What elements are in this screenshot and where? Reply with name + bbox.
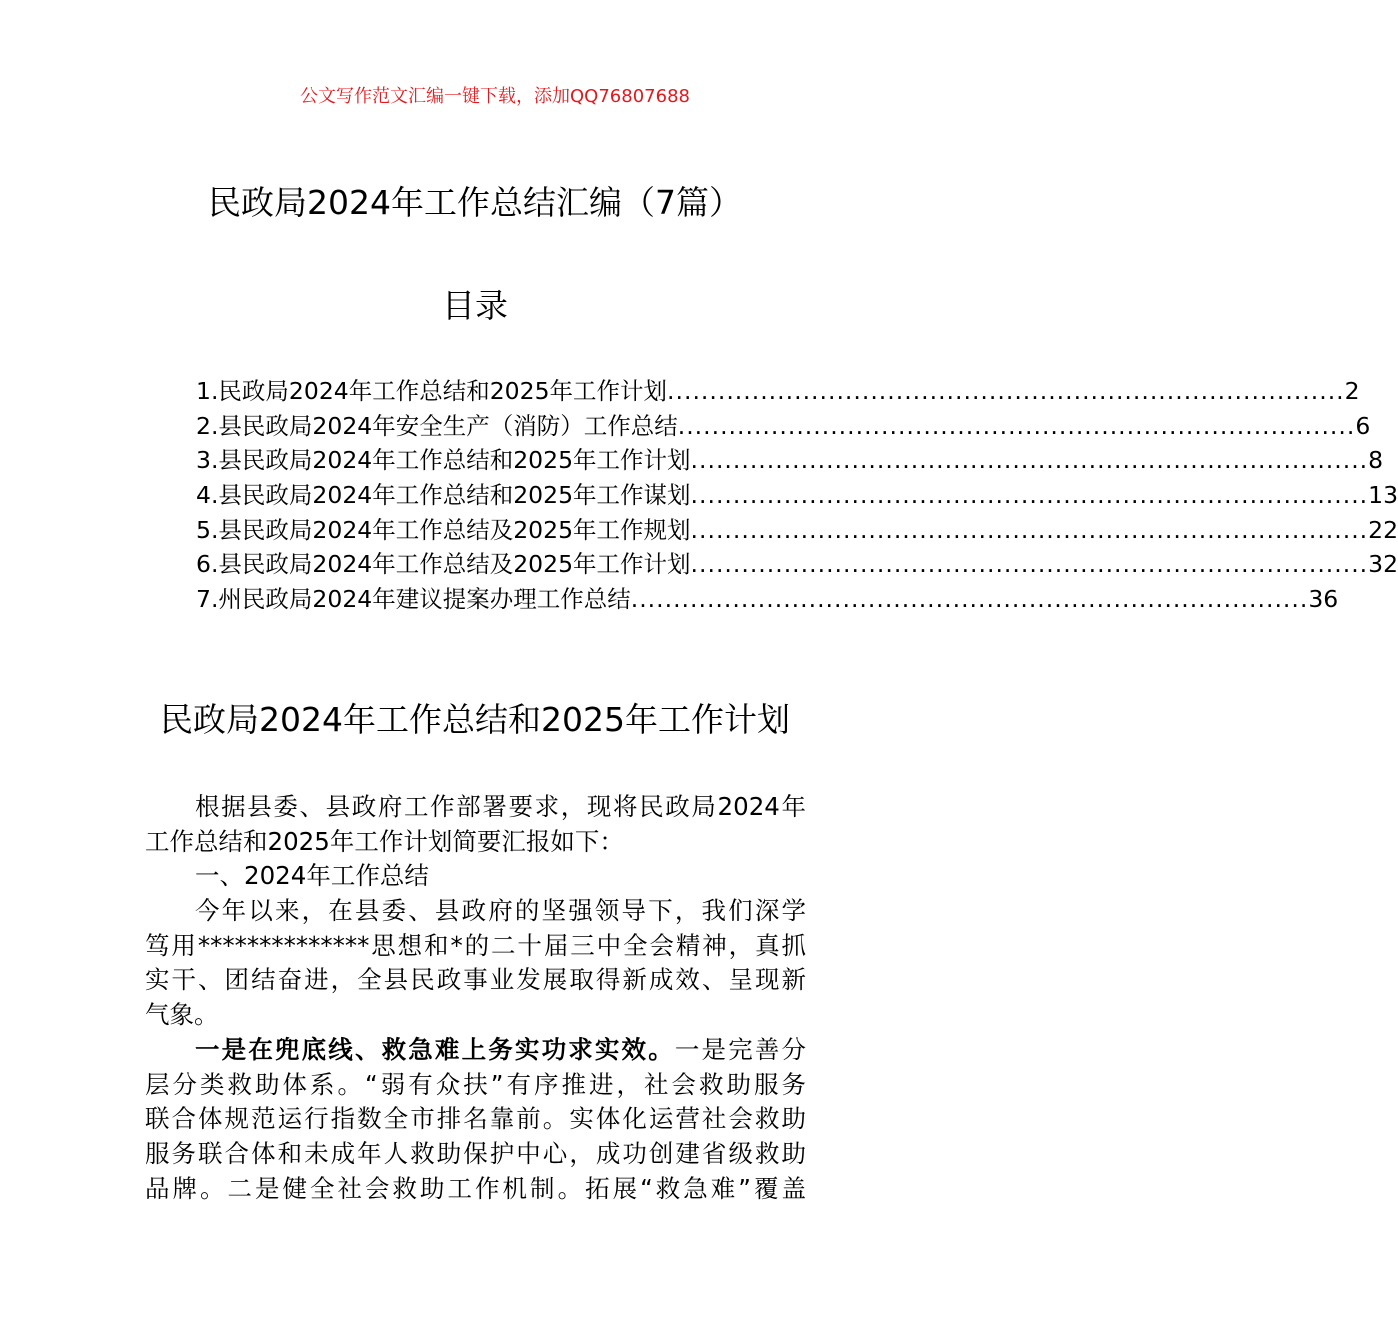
toc-page-number: 36 (1308, 585, 1339, 614)
toc-leader-dots: ................................................................................ (677, 411, 1356, 440)
toc-entry-title: 5.县民政局2024年工作总结及2025年工作规划 (196, 515, 691, 544)
body-line: 今年以来，在县委、县政府的坚强领导下，我们深学 (195, 896, 806, 926)
body-line: 联合体规范运行指数全市排名靠前。实体化运营社会救助 (145, 1104, 806, 1134)
toc-page-number: 13 (1368, 481, 1398, 510)
toc-leader-dots: ................................................................................ (690, 550, 1369, 579)
toc-entry-title: 1.民政局2024年工作总结和2025年工作计划 (196, 377, 668, 405)
document-title: 民政局2024年工作总结汇编（7篇） (208, 183, 742, 222)
body-line: 实干、团结奋进，全县民政事业发展取得新成效、呈现新 (145, 965, 806, 995)
toc-leader-dots: ................................................................................ (667, 377, 1345, 405)
promo-header: 公文写作范文汇编一键下载，添加QQ76807688 (300, 86, 690, 107)
toc-leader-dots: ................................................................................ (690, 515, 1369, 544)
toc-entry[interactable] (196, 409, 1371, 444)
toc-leader-dots: ................................................................................ (690, 446, 1369, 475)
toc-page-number: 32 (1368, 550, 1398, 579)
section-title: 民政局2024年工作总结和2025年工作计划 (160, 700, 790, 739)
toc-leader-dots: ................................................................................ (630, 585, 1309, 614)
body-text (145, 790, 806, 1206)
toc-entry[interactable] (196, 478, 1398, 513)
body-text-run: 一是完善分 (674, 1034, 807, 1064)
body-line: 笃用**************思想和*的二十届三中全会精神，真抓 (145, 930, 806, 960)
toc-entry-title: 4.县民政局2024年工作总结和2025年工作谋划 (196, 481, 691, 510)
body-line: 服务联合体和未成年人救助保护中心，成功创建省级救助 (145, 1138, 806, 1168)
toc-title: 目录 (442, 286, 508, 325)
toc-page-number: 2 (1344, 377, 1360, 405)
body-line: 一、2024年工作总结 (195, 861, 429, 891)
bold-lead: 一是在兜底线、救急难上务实功求实效。 (195, 1034, 675, 1064)
toc-entry[interactable] (196, 582, 1339, 617)
toc-leader-dots: ................................................................................ (690, 481, 1369, 510)
body-line (145, 1033, 806, 1068)
table-of-contents (196, 374, 1398, 617)
toc-entry-title: 6.县民政局2024年工作总结及2025年工作计划 (196, 550, 691, 579)
body-line: 层分类救助体系。“弱有众扶”有序推进，社会救助服务 (145, 1069, 806, 1099)
body-line: 品牌。二是健全社会救助工作机制。拓展“救急难”覆盖 (145, 1173, 806, 1203)
toc-page-number: 8 (1368, 446, 1384, 475)
toc-entry-title: 2.县民政局2024年安全生产（消防）工作总结 (196, 411, 678, 440)
toc-entry-title: 3.县民政局2024年工作总结和2025年工作计划 (196, 446, 691, 475)
toc-page-number: 22 (1368, 515, 1398, 544)
toc-entry[interactable] (196, 547, 1398, 582)
toc-page-number: 6 (1355, 411, 1371, 440)
toc-entry-title: 7.州民政局2024年建议提案办理工作总结 (196, 585, 631, 614)
body-line: 气象。 (145, 1000, 219, 1030)
toc-entry[interactable] (196, 374, 1360, 409)
body-line: 工作总结和2025年工作计划简要汇报如下： (145, 826, 624, 856)
toc-entry[interactable] (196, 443, 1384, 478)
toc-entry[interactable] (196, 513, 1398, 548)
body-line: 根据县委、县政府工作部署要求，现将民政局2024年 (195, 792, 806, 821)
